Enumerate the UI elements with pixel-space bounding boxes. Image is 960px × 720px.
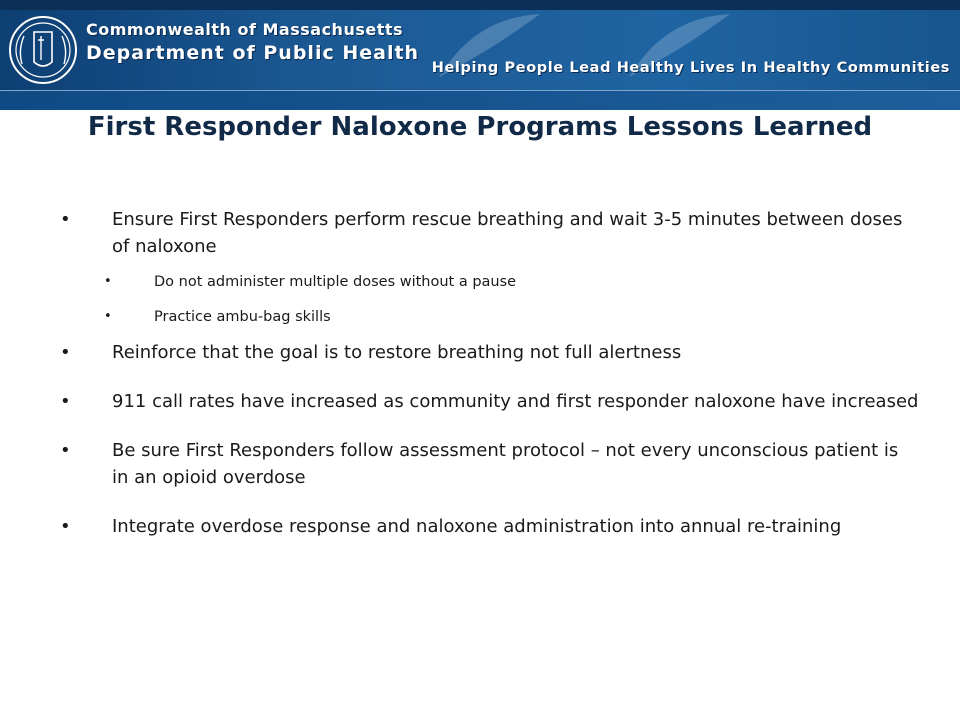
bullet-icon: • — [60, 342, 71, 363]
list-item-text: Integrate overdose response and naloxone administration into annual re-training — [112, 516, 842, 537]
header-banner — [0, 0, 960, 110]
org-line-2: Department of Public Health — [86, 42, 420, 64]
tagline: Helping People Lead Healthy Lives In Healthy Communities — [431, 60, 950, 76]
sub-list-item-text: Practice ambu-bag skills — [154, 309, 331, 325]
bullet-icon: • — [104, 274, 112, 289]
slide-title: First Responder Naloxone Programs Lessons Learned — [87, 112, 873, 142]
list-item — [60, 513, 920, 540]
list-item-text: 911 call rates have increased as community and first responder naloxone have increased — [112, 391, 919, 412]
sub-list-item-text: Do not administer multiple doses without a pause — [154, 274, 517, 290]
list-item-text: Be sure First Responders follow assessment protocol – not every unconscious patient is in an opioid overdose — [112, 440, 899, 488]
bullet-icon: • — [104, 309, 112, 324]
org-line-1: Commonwealth of Massachusetts — [86, 20, 404, 39]
sub-list-item — [60, 272, 920, 292]
list-item-text: Ensure First Responders perform rescue breathing and wait 3-5 minutes between doses of naloxone — [112, 209, 903, 257]
list-item — [60, 206, 920, 260]
bullet-icon: • — [60, 209, 71, 230]
bullet-list — [60, 200, 920, 540]
list-item — [60, 339, 920, 366]
bullet-icon: • — [60, 440, 71, 461]
banner-bottom-strip — [0, 90, 960, 110]
bullet-icon: • — [60, 516, 71, 537]
bullet-icon: • — [60, 391, 71, 412]
massachusetts-seal-icon — [8, 14, 78, 86]
list-item — [60, 437, 920, 491]
sub-list-item — [60, 307, 920, 327]
list-item — [60, 388, 920, 415]
list-item-text: Reinforce that the goal is to restore breathing not full alertness — [112, 342, 682, 363]
